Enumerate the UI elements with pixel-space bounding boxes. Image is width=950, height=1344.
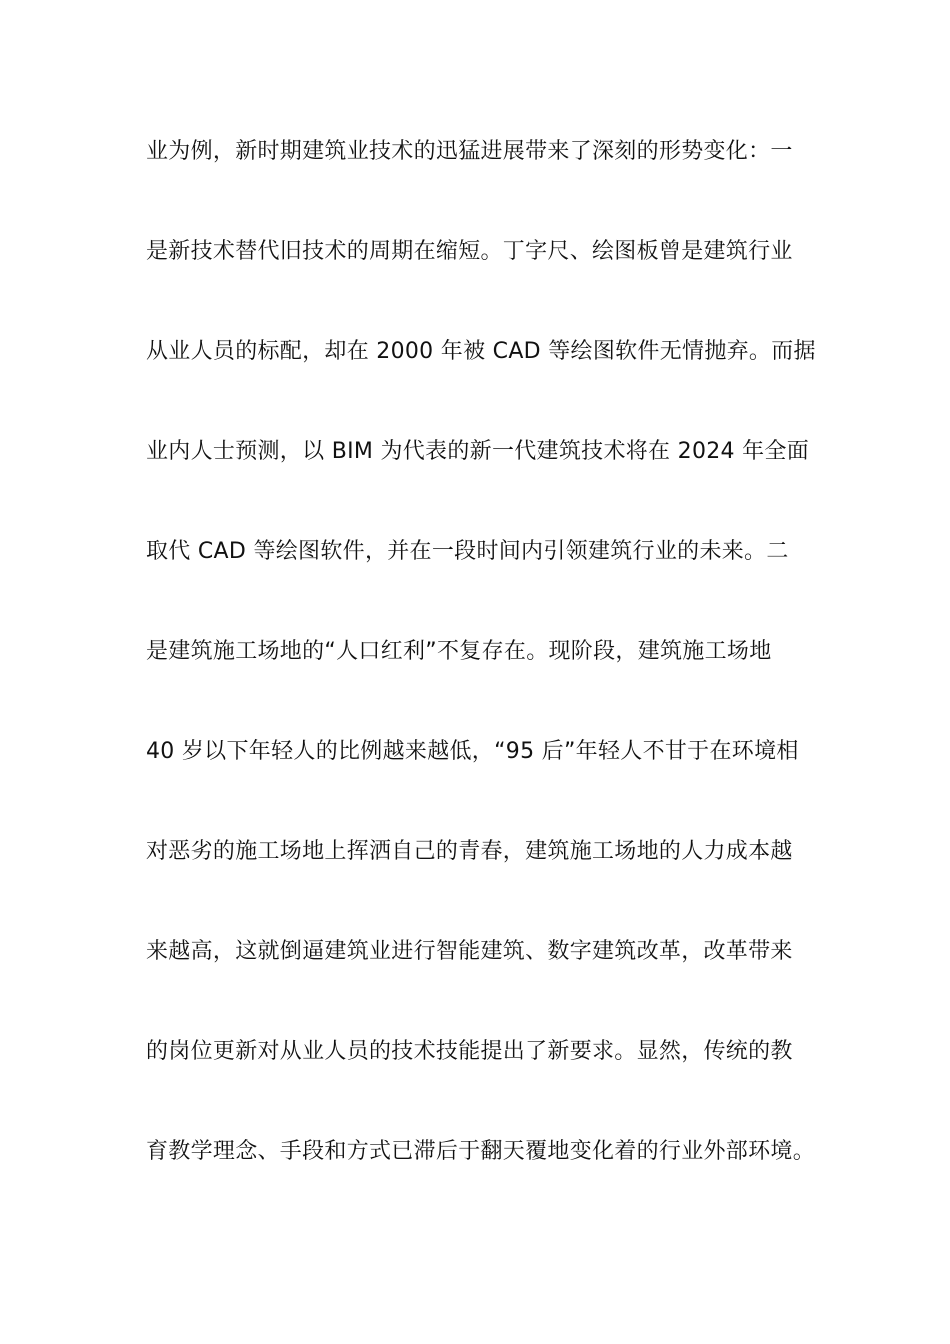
text-line: 的岗位更新对从业人员的技术技能提出了新要求。显然，传统的教 [146, 1039, 793, 1064]
text-line: 业内人士预测，以 BIM 为代表的新一代建筑技术将在 2024 年全面 [146, 439, 810, 464]
text-line: 来越高，这就倒逼建筑业进行智能建筑、数字建筑改革，改革带来 [146, 939, 793, 964]
text-line: 业为例，新时期建筑业技术的迅猛进展带来了深刻的形势变化：一 [146, 139, 793, 164]
text-line: 40 岁以下年轻人的比例越来越低，“95 后”年轻人不甘于在环境相 [146, 739, 799, 764]
text-line: 对恶劣的施工场地上挥洒自己的青春，建筑施工场地的人力成本越 [146, 839, 793, 864]
text-line: 育教学理念、手段和方式已滞后于翻天覆地变化着的行业外部环境。 [146, 1139, 816, 1164]
text-line: 是新技术替代旧技术的周期在缩短。丁字尺、绘图板曾是建筑行业 [146, 239, 793, 264]
text-line: 是建筑施工场地的“人口红利”不复存在。现阶段，建筑施工场地 [146, 639, 772, 664]
body-paragraph [146, 132, 826, 1232]
text-line: 取代 CAD 等绘图软件，并在一段时间内引领建筑行业的未来。二 [146, 539, 789, 564]
text-line: 从业人员的标配，却在 2000 年被 CAD 等绘图软件无情抛弃。而据 [146, 339, 816, 364]
